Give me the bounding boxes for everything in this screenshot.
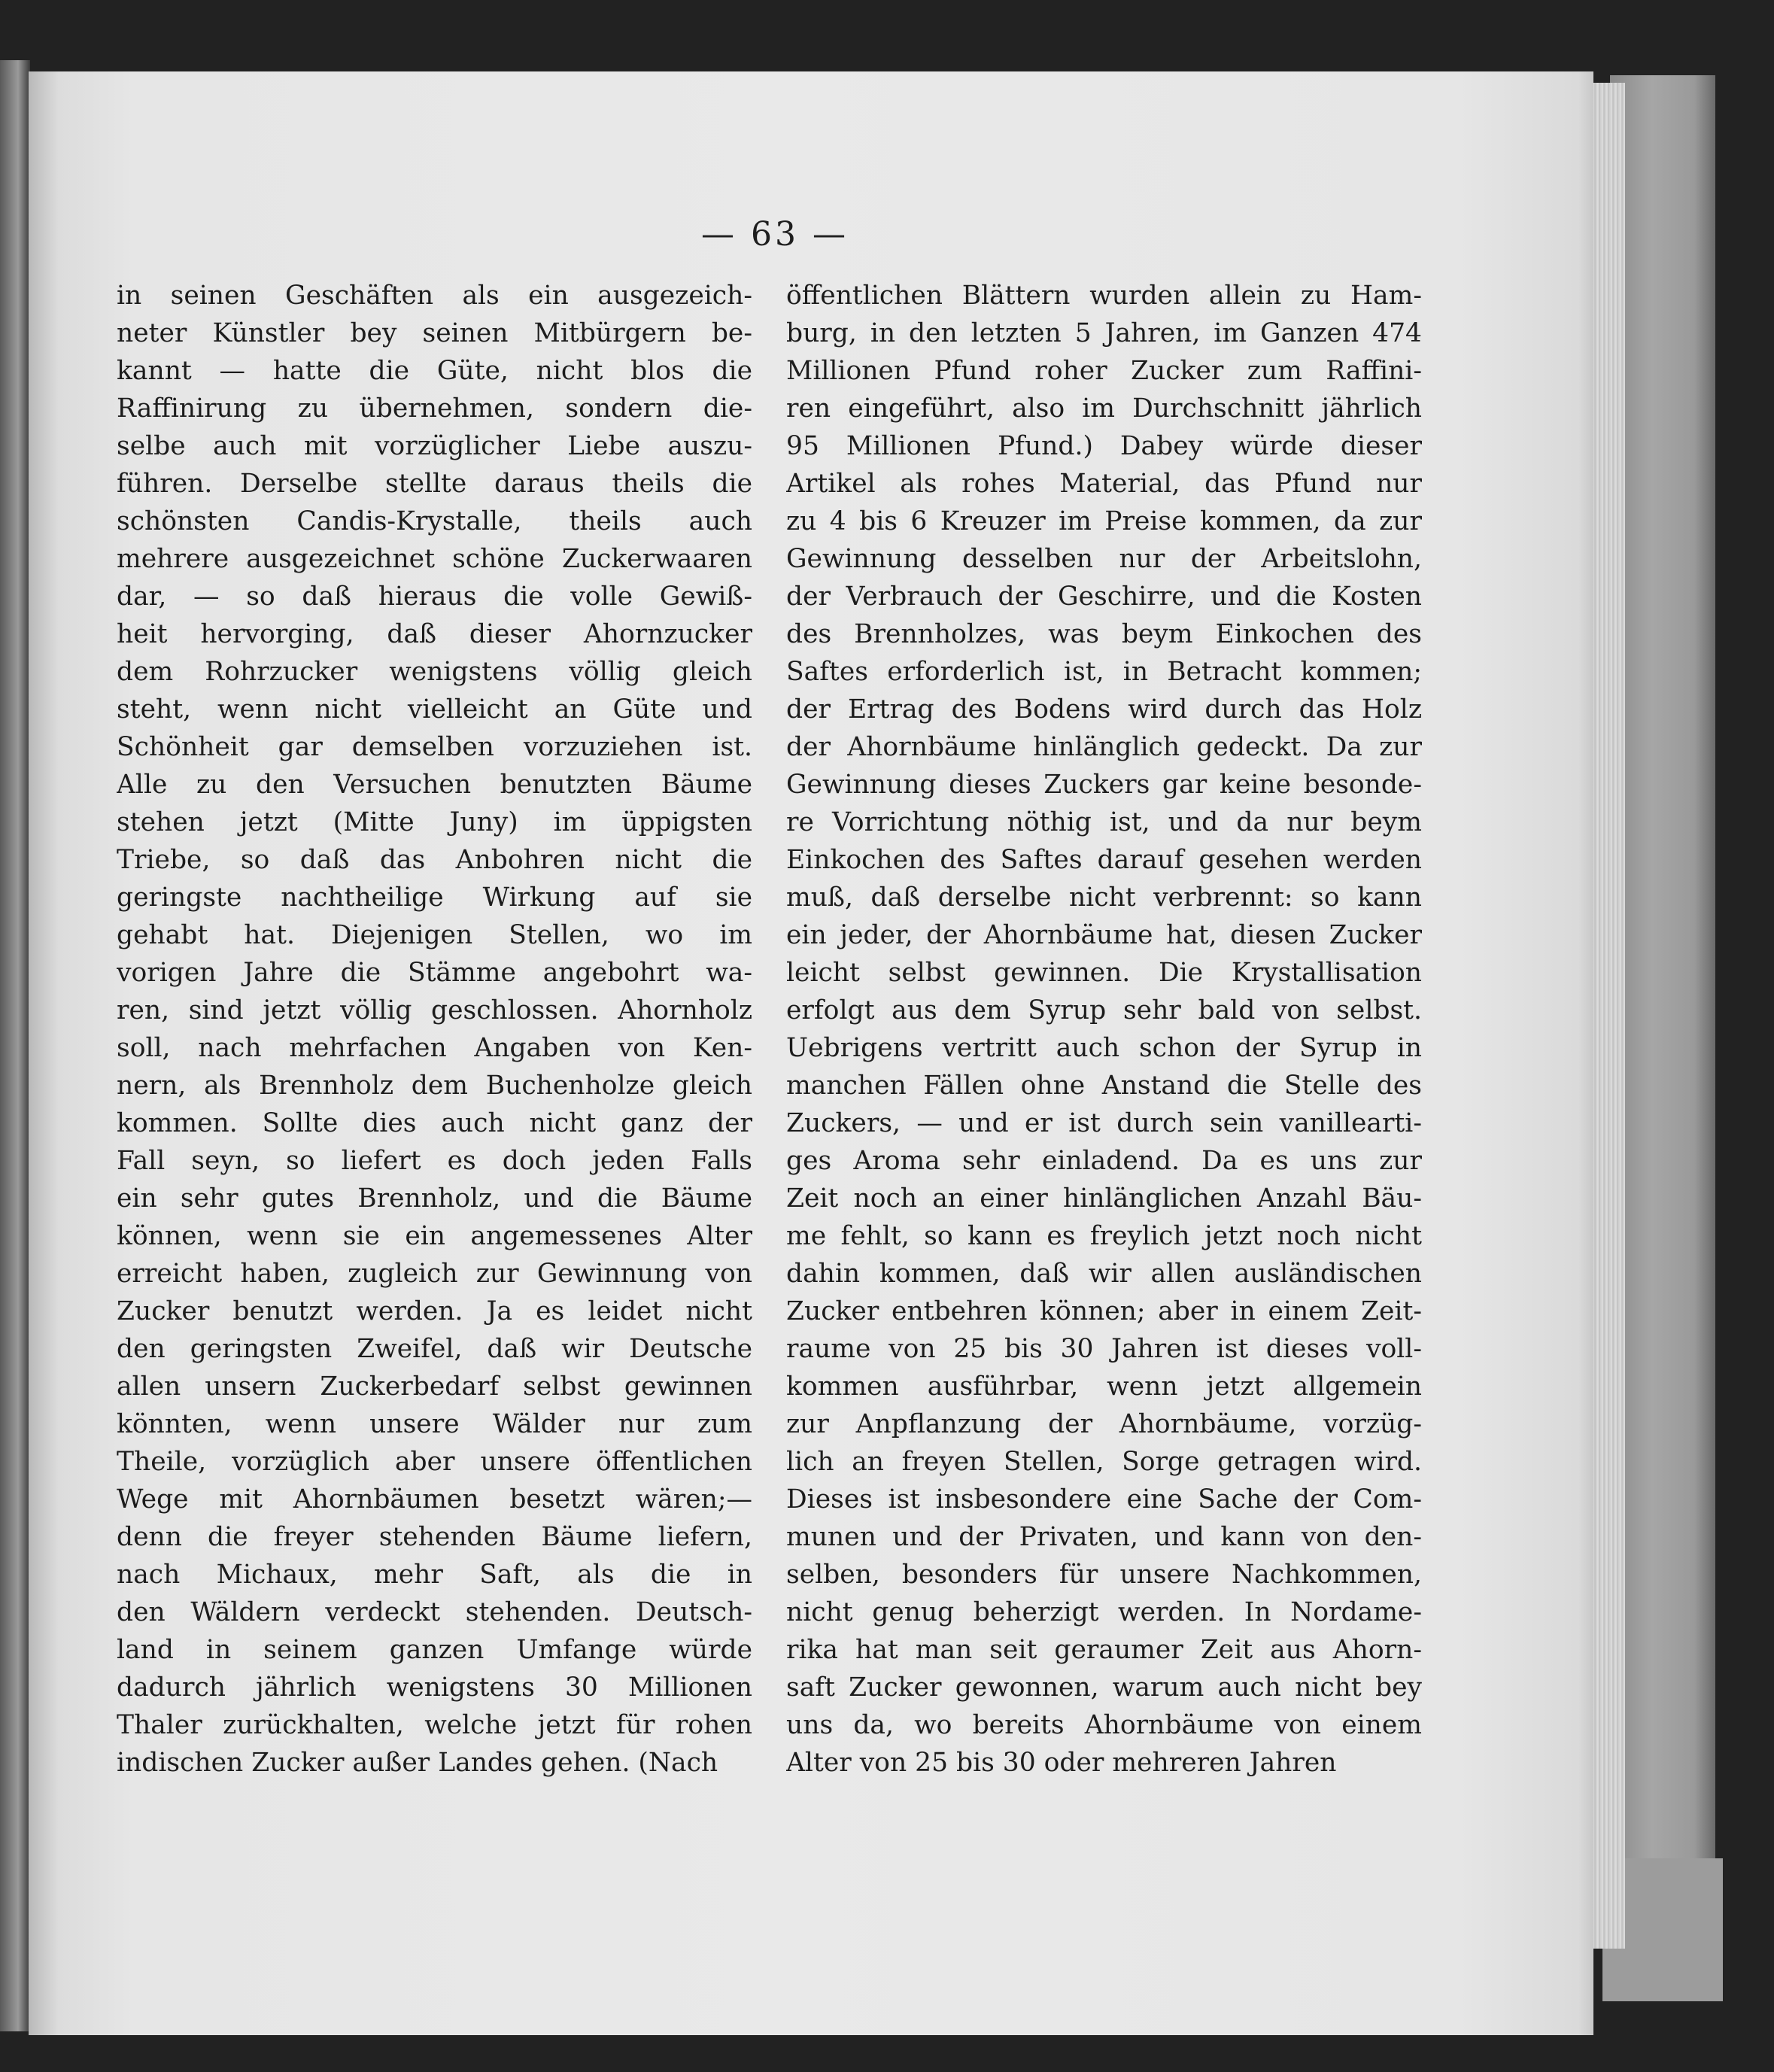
text-line: Alle zu den Versuchen benutzten Bäume <box>117 770 752 800</box>
text-line: ein sehr gutes Brennholz, und die Bäume <box>117 1183 752 1214</box>
text-line: Fall seyn, so liefert es doch jeden Falls <box>117 1146 752 1176</box>
text-line: ges Aroma sehr einladend. Da es uns zur <box>786 1146 1422 1176</box>
text-line: leicht selbst gewinnen. Die Krystallisation <box>786 958 1422 988</box>
text-line: dem Rohrzucker wenigstens völlig gleich <box>117 657 752 687</box>
text-line: rika hat man seit geraumer Zeit aus Ahorn- <box>786 1635 1422 1665</box>
text-line: Triebe, so daß das Anbohren nicht die <box>117 845 752 875</box>
text-line: kommen ausführbar, wenn jetzt allgemein <box>786 1372 1422 1402</box>
text-line: Thaler zurückhalten, welche jetzt für rohen <box>117 1710 752 1740</box>
text-line: Saftes erforderlich ist, in Betracht kommen; <box>786 657 1422 687</box>
text-line: kommen. Sollte dies auch nicht ganz der <box>117 1108 752 1138</box>
text-line: Alter von 25 bis 30 oder mehreren Jahren <box>786 1748 1337 1778</box>
text-line: soll, nach mehrfachen Angaben von Ken- <box>117 1033 752 1063</box>
text-line: selbe auch mit vorzüglicher Liebe auszu- <box>117 431 752 461</box>
text-line: munen und der Privaten, und kann von den- <box>786 1522 1422 1552</box>
text-line: zur Anpflanzung der Ahornbäume, vorzüg- <box>786 1409 1422 1439</box>
text-line: Gewinnung desselben nur der Arbeitslohn, <box>786 544 1422 574</box>
text-line: manchen Fällen ohne Anstand die Stelle des <box>786 1071 1422 1101</box>
text-line: Wege mit Ahornbäumen besetzt wären;— <box>117 1484 752 1515</box>
text-line: mehrere ausgezeichnet schöne Zuckerwaaren <box>117 544 752 574</box>
text-line: erfolgt aus dem Syrup sehr bald von selbst. <box>786 995 1422 1025</box>
text-line: ren eingeführt, also im Durchschnitt jährlich <box>786 393 1422 424</box>
text-line: der Ahornbäume hinlänglich gedeckt. Da zur <box>786 732 1422 762</box>
text-line: neter Künstler bey seinen Mitbürgern be- <box>117 318 752 348</box>
text-line: 95 Millionen Pfund.) Dabey würde dieser <box>786 431 1422 461</box>
text-line: steht, wenn nicht vielleicht an Güte und <box>117 694 752 725</box>
left-text-column <box>117 277 752 1782</box>
page-number: — 63 — <box>701 215 849 254</box>
text-line: muß, daß derselbe nicht verbrennt: so kann <box>786 883 1422 913</box>
text-line: Einkochen des Saftes darauf gesehen werden <box>786 845 1422 875</box>
text-line: geringste nachtheilige Wirkung auf sie <box>117 883 752 913</box>
text-line: schönsten Candis-Krystalle, theils auch <box>117 506 752 536</box>
text-line: dahin kommen, daß wir allen ausländischen <box>786 1259 1422 1289</box>
text-line: dadurch jährlich wenigstens 30 Millionen <box>117 1672 752 1703</box>
text-line: den Wäldern verdeckt stehenden. Deutsch- <box>117 1597 752 1627</box>
text-line: re Vorrichtung nöthig ist, und da nur beym <box>786 807 1422 837</box>
text-line: Theile, vorzüglich aber unsere öffentlichen <box>117 1447 752 1477</box>
text-line: Raffinirung zu übernehmen, sondern die- <box>117 393 752 424</box>
text-line: dar, — so daß hieraus die volle Gewiß- <box>117 582 752 612</box>
text-line: in seinen Geschäften als ein ausgezeich- <box>117 281 752 311</box>
text-line: erreicht haben, zugleich zur Gewinnung von <box>117 1259 752 1289</box>
book-cover-board <box>1610 75 1715 2001</box>
text-line: denn die freyer stehenden Bäume liefern, <box>117 1522 752 1552</box>
text-line: Zucker benutzt werden. Ja es leidet nicht <box>117 1296 752 1326</box>
text-line: Millionen Pfund roher Zucker zum Raffini- <box>786 356 1422 386</box>
text-line: heit hervorging, daß dieser Ahornzucker <box>117 619 752 649</box>
previous-page-edge <box>0 60 30 2031</box>
text-line: gehabt hat. Diejenigen Stellen, wo im <box>117 920 752 950</box>
text-line: allen unsern Zuckerbedarf selbst gewinnen <box>117 1372 752 1402</box>
text-line: ren, sind jetzt völlig geschlossen. Ahornholz <box>117 995 752 1025</box>
text-line: ein jeder, der Ahornbäume hat, diesen Zucker <box>786 920 1422 950</box>
text-line: indischen Zucker außer Landes gehen. (Nach <box>117 1748 718 1778</box>
text-line: Zucker entbehren können; aber in einem Zeit- <box>786 1296 1422 1326</box>
text-line: nach Michaux, mehr Saft, als die in <box>117 1560 752 1590</box>
text-line: den geringsten Zweifel, daß wir Deutsche <box>117 1334 752 1364</box>
text-line: raume von 25 bis 30 Jahren ist dieses voll- <box>786 1334 1422 1364</box>
text-line: kannt — hatte die Güte, nicht blos die <box>117 356 752 386</box>
text-line: der Ertrag des Bodens wird durch das Holz <box>786 694 1422 725</box>
text-line: nicht genug beherzigt werden. In Nordame- <box>786 1597 1422 1627</box>
text-line: Uebrigens vertritt auch schon der Syrup in <box>786 1033 1422 1063</box>
text-line: stehen jetzt (Mitte Juny) im üppigsten <box>117 807 752 837</box>
text-line: nern, als Brennholz dem Buchenholze gleich <box>117 1071 752 1101</box>
text-line: zu 4 bis 6 Kreuzer im Preise kommen, da zur <box>786 506 1422 536</box>
text-line: Zuckers, — und er ist durch sein vanillearti- <box>786 1108 1422 1138</box>
text-line: vorigen Jahre die Stämme angebohrt wa- <box>117 958 752 988</box>
text-line: könnten, wenn unsere Wälder nur zum <box>117 1409 752 1439</box>
text-line: des Brennholzes, was beym Einkochen des <box>786 619 1422 649</box>
text-line: selben, besonders für unsere Nachkommen, <box>786 1560 1422 1590</box>
text-line: Zeit noch an einer hinlänglichen Anzahl Bäu- <box>786 1183 1422 1214</box>
right-text-column <box>786 277 1422 1782</box>
text-line: Artikel als rohes Material, das Pfund nur <box>786 469 1422 499</box>
text-line: öffentlichen Blättern wurden allein zu Ham- <box>786 281 1422 311</box>
text-line: der Verbrauch der Geschirre, und die Kosten <box>786 582 1422 612</box>
text-line: führen. Derselbe stellte daraus theils die <box>117 469 752 499</box>
text-line: Schönheit gar demselben vorzuziehen ist. <box>117 732 752 762</box>
text-line: me fehlt, so kann es freylich jetzt noch nicht <box>786 1221 1422 1251</box>
text-line: saft Zucker gewonnen, warum auch nicht bey <box>786 1672 1422 1703</box>
text-line: Gewinnung dieses Zuckers gar keine besonde- <box>786 770 1422 800</box>
text-line: uns da, wo bereits Ahornbäume von einem <box>786 1710 1422 1740</box>
text-line: lich an freyen Stellen, Sorge getragen wird. <box>786 1447 1422 1477</box>
text-line: burg, in den letzten 5 Jahren, im Ganzen 474 <box>786 318 1422 348</box>
text-line: können, wenn sie ein angemessenes Alter <box>117 1221 752 1251</box>
text-line: land in seinem ganzen Umfange würde <box>117 1635 752 1665</box>
text-line: Dieses ist insbesondere eine Sache der Com- <box>786 1484 1422 1515</box>
